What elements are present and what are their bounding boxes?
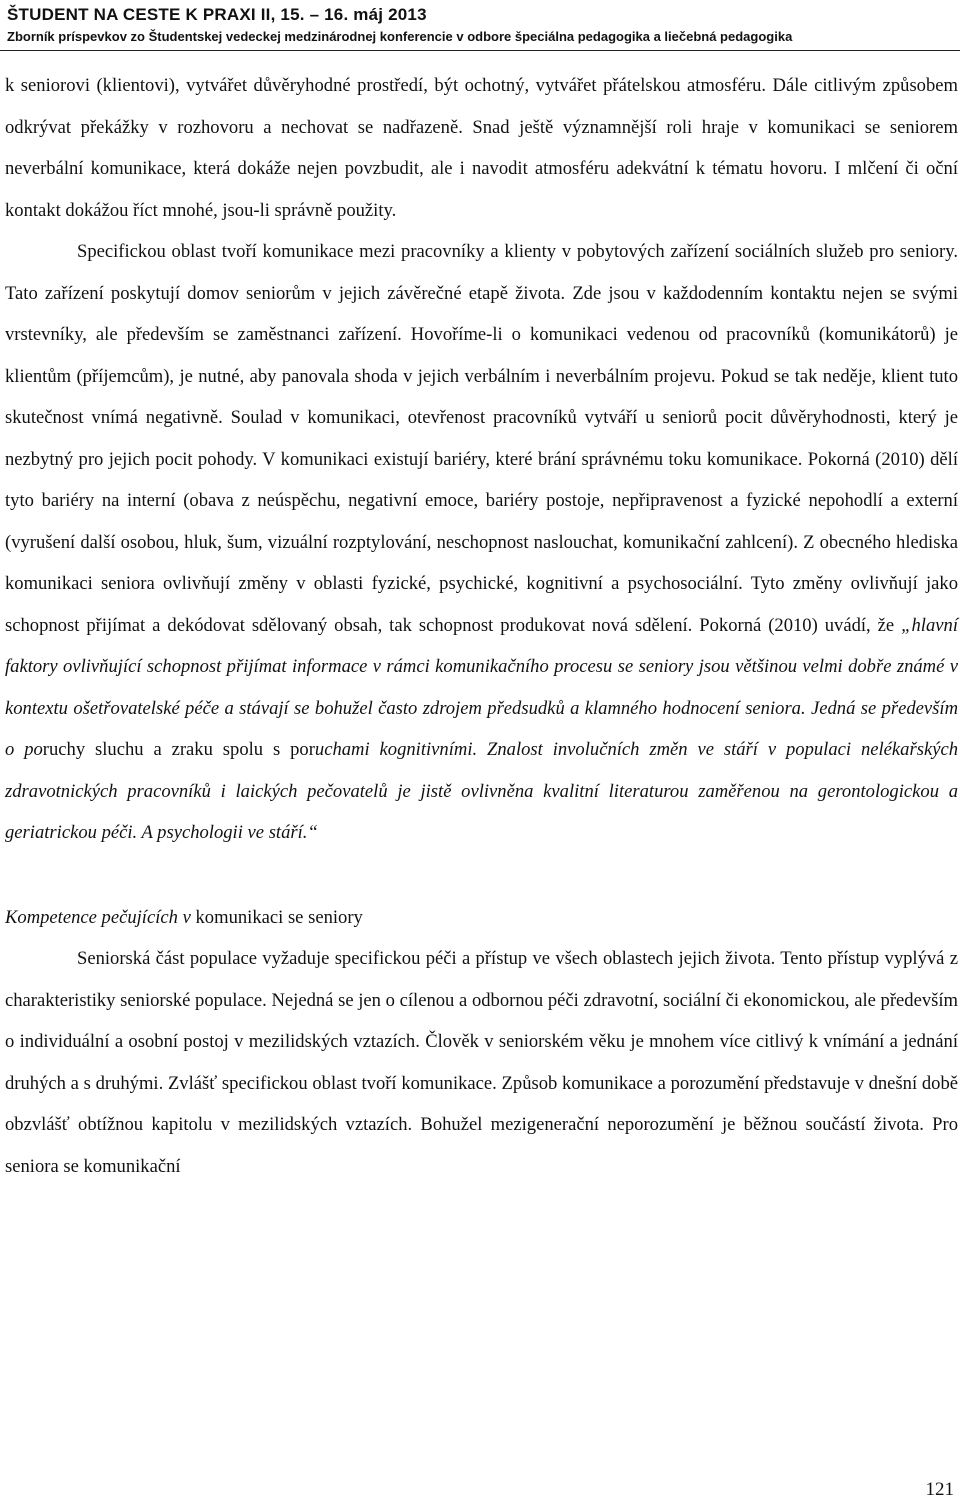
section-heading-rest: komunikaci se seniory bbox=[190, 906, 363, 928]
section-gap bbox=[5, 854, 958, 897]
quote-italic: „hlavní faktory ovlivňující schopnost přijímat informace v rámci komunikačního procesu se seniory jsou většinou velmi dobře známé v kontextu ošetřovatelské péče a stávají se bohužel často zdrojem předsudků a klamného hodnocení seniora. Jedná se především o po bbox=[5, 614, 958, 760]
section-heading bbox=[5, 897, 958, 939]
paragraph-3: Seniorská část populace vyžaduje specifickou péči a přístup ve všech oblastech jejich života. Tento přístup vyplývá z charakteristiky seniorské populace. Nejedná se jen o cílenou a odbornou péči zdravotní, sociální či ekonomickou, ale především o individuální a osobní postoj v mezilidských vztazích. Člověk v seniorském věku je mnohem více citlivý k vnímání a jednání druhých a s druhými. Zvlášť specifickou oblast tvoří komunikace. Způsob komunikace a porozumění představuje v dnešní době obzvlášť obtížnou kapitolu v mezilidských vztazích. Bohužel mezigenerační neporozumění je běžnou součástí života. Pro seniora se komunikační bbox=[5, 948, 958, 1177]
section-heading-italic: Kompetence pečujících v bbox=[5, 906, 191, 928]
header-title: ŠTUDENT NA CESTE K PRAXI II, 15. – 16. máj 2013 bbox=[7, 5, 427, 24]
paragraph-2-text: Specifickou oblast tvoří komunikace mezi pracovníky a klienty v pobytových zařízení sociálních služeb pro seniory. Tato zařízení poskytují domov seniorům v jejich závěrečné etapě života. Zde jsou v každodenním kontaktu nejen se svými vrstevníky, ale především se zaměstnanci zařízení. Hovoříme-li o komunikaci vedenou od pracovníků (komunikátorů) je klientům (příjemcům), je nutné, aby panovala shoda v jejich verbálním i neverbálním projevu. Pokud se tak neděje, klient tuto skutečnost vnímá negativně. Soulad v komunikaci, otevřenost pracovníků vytváří u seniorů pocit důvěryhodnosti, který je nezbytný pro jejich pocit pohody. V komunikaci existují bariéry, které brání správnému toku komunikace. Pokorná (2010) dělí tyto bariéry na interní (obava z neúspěchu, negativní emoce, bariéry postoje, nepřipravenost a fyzické nepohodlí a externí (vyrušení další osobou, hluk, šum, vizuální rozptylování, neschopnost naslouchat, komunikační zahlcení). Z obecného hlediska komunikaci seniora ovlivňují změny v oblasti fyzické, psychické, kognitivní a psychosociální. Tyto změny ovlivňují jako schopnost přijímat a dekódovat sdělovaný obsah, tak schopnost produkovat nová sdělení. Pokorná (2010) uvádí, že bbox=[5, 241, 958, 636]
quote-upright: ruchy sluchu a zraku spolu s por bbox=[42, 739, 315, 760]
quote-italic-end: uchami kognitivními. Znalost involučních změn ve stáří v populaci nelékařských zdravotnických pracovníků i laických pečovatelů je jistě ovlivněna kvalitní literaturou zaměřenou na gerontologickou a geriatrickou péči. A psychologii ve stáří.“ bbox=[5, 739, 959, 843]
page-number: 121 bbox=[925, 1479, 954, 1500]
paragraph-2 bbox=[5, 231, 958, 854]
page-header bbox=[7, 3, 953, 47]
header-subtitle: Zborník príspevkov zo Študentskej vedeckej medzinárodnej konferencie v odbore špeciálna pedagogika a liečebná pedagogika bbox=[7, 29, 793, 44]
document-body bbox=[5, 65, 958, 1187]
header-divider bbox=[0, 50, 960, 51]
paragraph-1: k seniorovi (klientovi), vytvářet důvěryhodné prostředí, být ochotný, vytvářet přátelskou atmosféru. Dále citlivým způsobem odkrývat překážky v rozhovoru a nechovat se nadřazeně. Snad ještě významnější roli hraje v komunikaci se seniorem neverbální komunikace, která dokáže nejen povzbudit, ale i navodit atmosféru adekvátní k tématu hovoru. I mlčení či oční kontakt dokážou říct mnohé, jsou-li správně použity. bbox=[5, 75, 958, 221]
